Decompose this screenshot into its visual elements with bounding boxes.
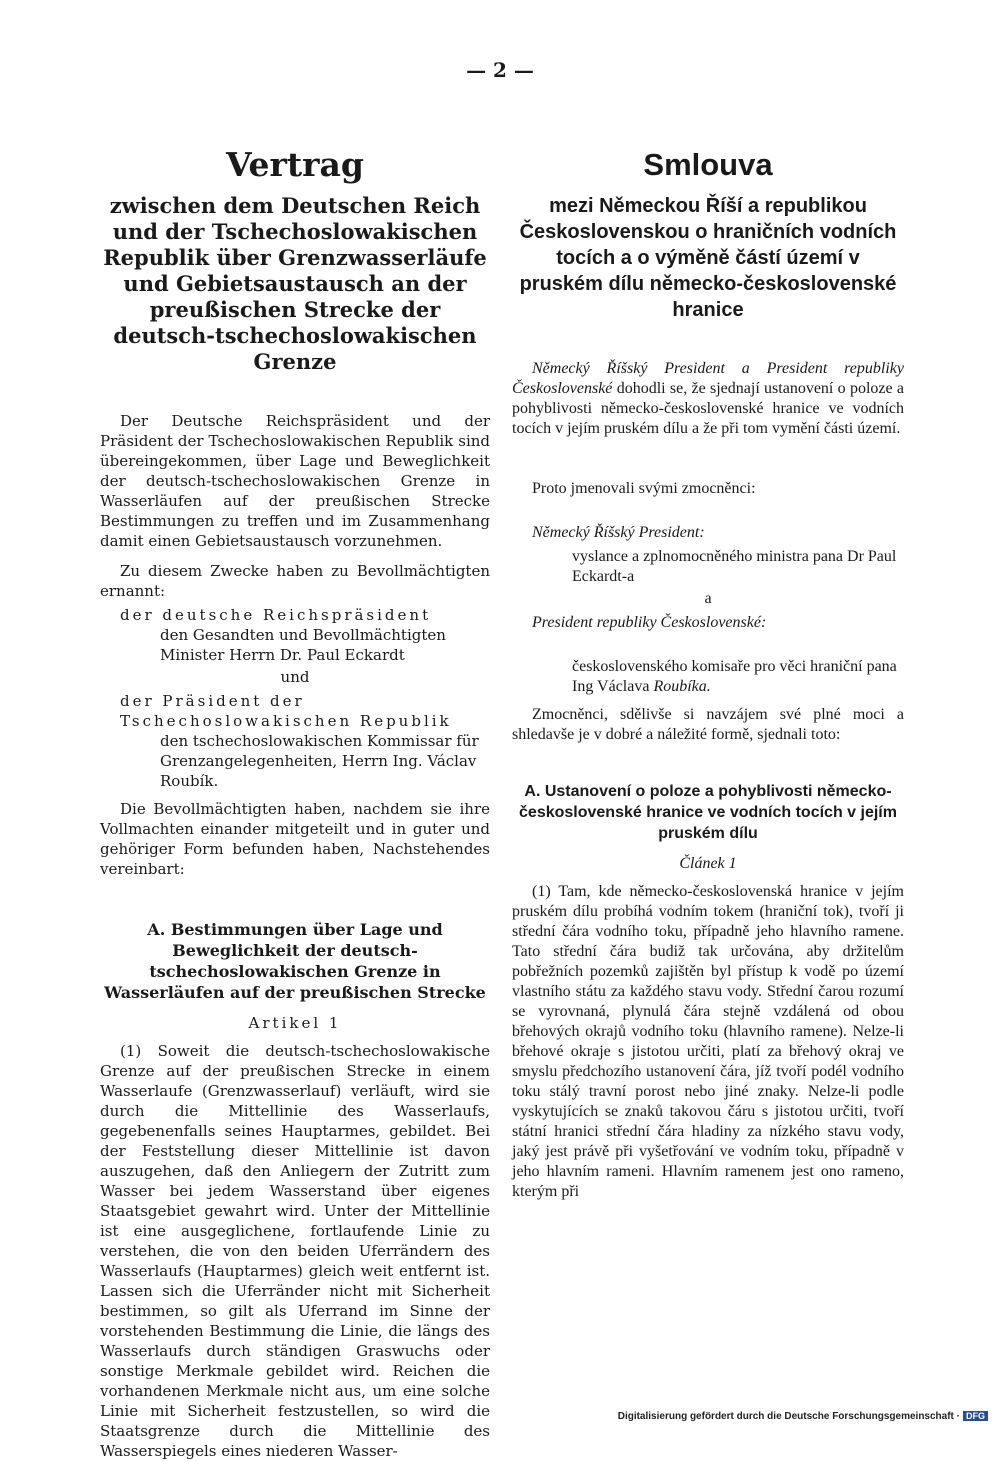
czech-article-text: (1) Tam, kde německo-československá hranice v jejím pruském dílu probíhá vodním tokem (hraniční tok), tvoří ji střední čára vodního toku, případně jeho hlavního ramene. Tato střední čára budiž tak určována, aby držitelům pobřežních pozemků zajištěn byl přístup k vodě po území vlastního státu za každého stavu vody. Střední čarou rozumí se vyrovnaná, plynulá čára stejně vzdálená od obou břehových okrajů vodního toku (hlavního ramene). Nelze-li břehové okraje s jistotou určiti, platí za břehový okraj ve smyslu předchozího ustanovení čára, jíž tvoří podél vodního toku stálý travní porost nebo jiné znaky. Nelze-li podle vyskytujících se znaků takovou čáru s jistotou určiti, tvoří státní hranici střední čára hladiny za nízkého stavu vody, jaký jest právě při vyšetřování ve vodním toku, případně v jeho hlavním rameni. Hlavním ramenem jest ono rameno, kterým při [512, 883, 904, 1200]
czech-preamble-parties: Německý Říšský President a President republiky Československé [512, 360, 904, 397]
german-agreement: Die Bevollmächtigten haben, nachdem sie ihre Vollmachten einander mitgeteilt und in guter und gehöriger Form befunden haben, Nachstehendes vereinbart: [100, 800, 490, 878]
czech-party2: President republiky Československé: [532, 614, 767, 631]
czech-party2-rep-text: československého komisaře pro věci hraniční pana Ing Václava [572, 658, 897, 695]
dfg-logo: DFG [963, 1411, 988, 1421]
czech-appointed-intro: Proto jmenovali svými zmocněnci: [532, 480, 756, 497]
czech-preamble-body: dohodli se, že sjednají ustanovení o poloze a pohyblivosti německo-československé hranice ve vodních tocích v jejím pruském dílu a že při tom vymění části území. [512, 380, 904, 437]
german-column [100, 145, 490, 1461]
german-party2-rep: den tschechoslowakischen Kommissar für Grenzangelegenheiten, Herrn Ing. Václav Roubík. [160, 732, 479, 790]
german-party1: der deutsche Reichspräsident [120, 606, 432, 624]
czech-section-a: A. Ustanovení o poloze a pohyblivosti německo-československé hranice ve vodních tocích v jejím pruském dílu [519, 783, 897, 842]
czech-column [512, 145, 904, 1202]
german-article-heading: Artikel 1 [248, 1014, 342, 1032]
czech-and: a [704, 590, 712, 607]
german-section-a: A. Bestimmungen über Lage und Beweglichkeit der deutsch-tschechoslowakischen Grenze in Wasserläufen auf der preußischen Strecke [104, 920, 486, 1002]
german-party2: der Präsident der Tschechoslowakischen Republik [120, 692, 452, 730]
page-number: — 2 — [466, 58, 534, 82]
czech-title: Smlouva [643, 147, 773, 182]
german-and: und [280, 668, 310, 686]
czech-subtitle: mezi Německou Říší a republikou Československou o hraničních vodních tocích a o výměně částí území v pruském dílu německo-československé hranice [519, 195, 897, 321]
footer-text: Digitalisierung gefördert durch die Deutsche Forschungsgemeinschaft · [617, 1411, 960, 1422]
czech-preamble [512, 359, 904, 439]
german-subtitle: zwischen dem Deutschen Reich und der Tschechoslowakischen Republik über Grenzwasserläufe und Gebietsaustausch an der preußischen Strecke der deutsch-tschechoslowakischen Grenze [103, 193, 487, 374]
german-article-text: (1) Soweit die deutsch-tschechoslowakische Grenze auf der preußischen Strecke in einem Wasserlaufe (Grenzwasserlauf) verläuft, wird sie durch die Mittellinie des Wasserlaufs, gegebenenfalls seines Hauptarmes, gebildet. Bei der Feststellung dieser Mittellinie ist davon auszugehen, daß den Anliegern der Zutritt zum Wasser bei jedem Wasserstand über eigenes Staatsgebiet gewahrt wird. Unter der Mittellinie ist eine ausgeglichene, fortlaufende Linie zu verstehen, die von den beiden Uferrändern des Wasserlaufs (Hauptarmes) gleich weit entfernt ist. Lassen sich die Uferränder nicht mit Sicherheit bestimmen, so gilt als Uferrand im Sinne der vorstehenden Bestimmung die Linie, die längs des Wasserlaufs durch ständigen Graswuchs oder sonstige Merkmale gebildet wird. Reichen die vorhandenen Merkmale nicht aus, um eine solche Linie mit Sicherheit festzustellen, so wird die Staatsgrenze durch die Mittellinie des Wasserspiegels eines niederen Wasser- [100, 1042, 490, 1460]
czech-agreement: Zmocněnci, sdělivše si navzájem své plné moci a shledavše je v dobré a náležité formě, sjednali toto: [512, 706, 904, 743]
czech-party1-rep: vyslance a zplnomocněného ministra pana Dr Paul Eckardt-a [572, 548, 897, 585]
german-appointed-intro: Zu diesem Zwecke haben zu Bevollmächtigten ernannt: [100, 562, 490, 600]
czech-party2-rep-name: Roubíka. [653, 678, 711, 695]
czech-party2-rep [512, 657, 904, 697]
german-preamble: Der Deutsche Reichspräsident und der Präsident der Tschechoslowakischen Republik sind übereingekommen, über Lage und Beweglichkeit der deutsch-tschechoslowakischen Grenze in Wasserläufen auf der preußischen Strecke Bestimmungen zu treffen und im Zusammenhang damit einen Gebietsaustausch vorzunehmen. [100, 412, 490, 550]
czech-party1: Německý Říšský President: [532, 524, 705, 541]
digitization-footer [618, 1411, 988, 1422]
german-party1-rep: den Gesandten und Bevollmächtigten Minister Herrn Dr. Paul Eckardt [160, 626, 446, 664]
german-title: Vertrag [225, 145, 365, 184]
czech-article-heading: Článek 1 [679, 855, 737, 872]
